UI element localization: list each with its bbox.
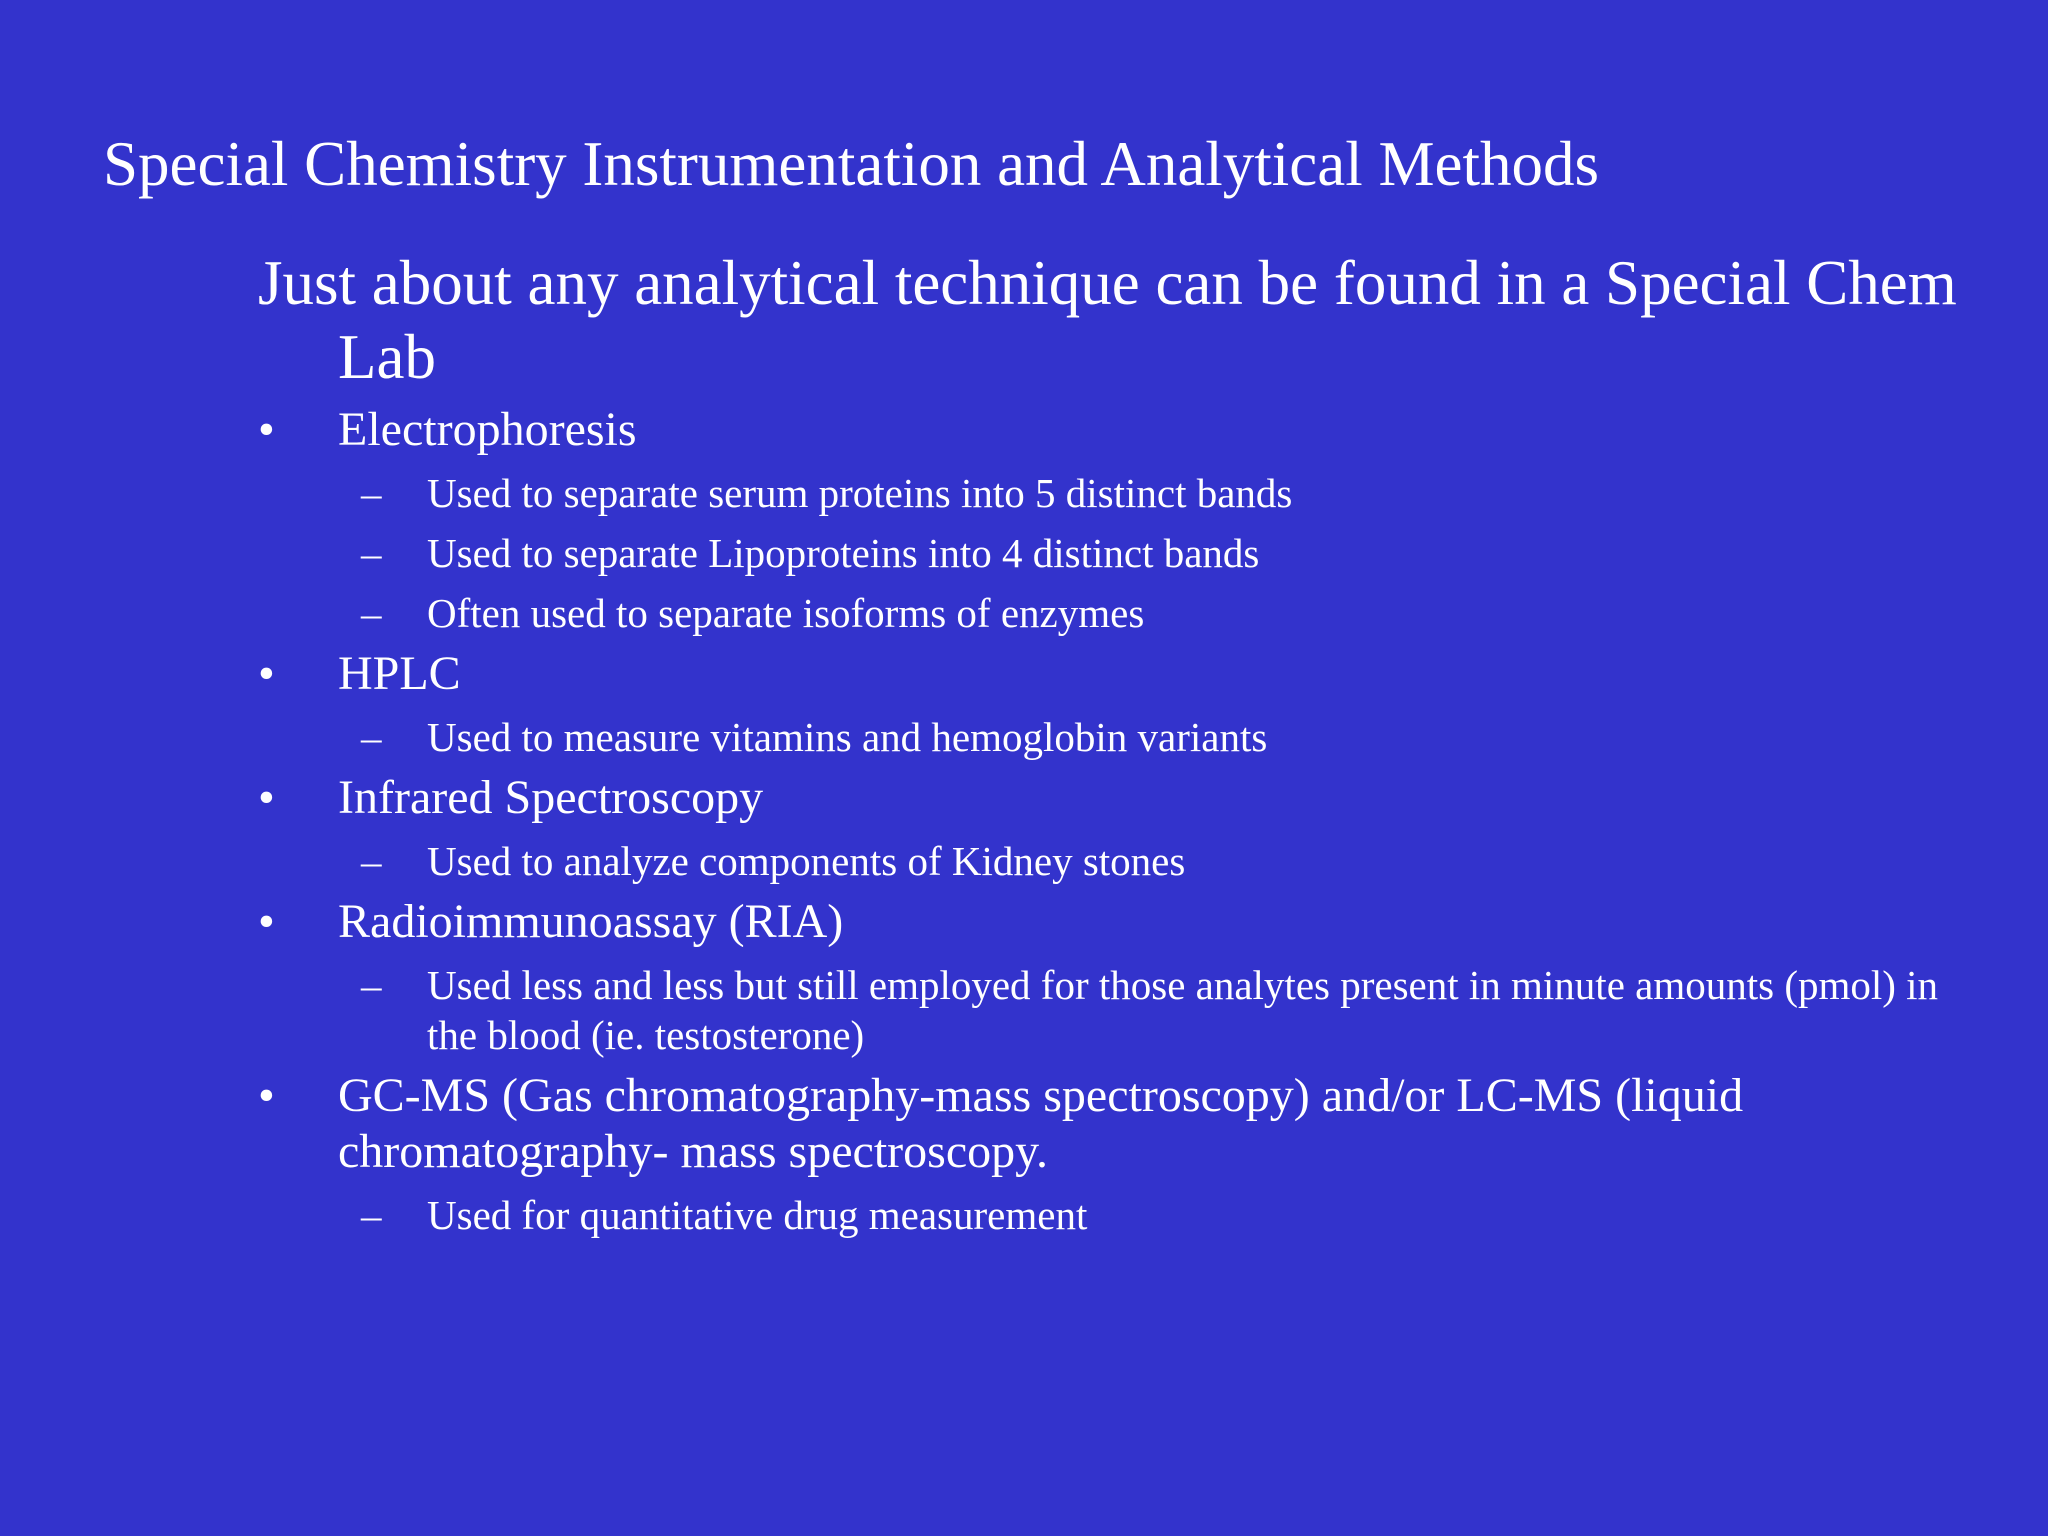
bullet-item <box>258 770 1998 826</box>
sub-text: Used to measure vitamins and hemoglobin variants <box>427 714 1268 760</box>
bullet-icon: • <box>258 771 275 824</box>
sub-item <box>258 712 1998 762</box>
dash-icon: – <box>361 590 382 636</box>
dash-icon: – <box>361 530 382 576</box>
dash-icon: – <box>361 962 382 1008</box>
bullet-text: Infrared Spectroscopy <box>338 771 764 824</box>
sub-text: Used to separate Lipoproteins into 4 distinct bands <box>427 530 1260 576</box>
sub-item <box>258 588 1998 638</box>
sub-text: Used to separate serum proteins into 5 distinct bands <box>427 470 1293 516</box>
bullet-icon: • <box>258 647 275 700</box>
dash-icon: – <box>361 470 382 516</box>
sub-list <box>258 960 1998 1060</box>
slide-content <box>258 246 1998 1240</box>
sub-text: Used to analyze components of Kidney stones <box>427 838 1186 884</box>
sub-item <box>258 468 1998 518</box>
sub-list <box>258 712 1998 762</box>
dash-icon: – <box>361 714 382 760</box>
bullet-icon: • <box>258 1069 275 1122</box>
bullet-item <box>258 646 1998 702</box>
intro-text: Just about any analytical technique can be found in a Special Chem Lab <box>258 248 1957 392</box>
sub-item <box>258 960 1998 1060</box>
sub-text: Used for quantitative drug measurement <box>427 1192 1088 1238</box>
sub-text: Used less and less but still employed for those analytes present in minute amounts (pmol) in the blood (ie. testosterone) <box>427 962 1939 1058</box>
slide-title: Special Chemistry Instrumentation and Analytical Methods <box>103 129 1599 199</box>
dash-icon: – <box>361 838 382 884</box>
bullet-item <box>258 1068 1998 1180</box>
bullet-text: HPLC <box>338 647 461 700</box>
bullet-text: Electrophoresis <box>338 403 637 456</box>
bullet-icon: • <box>258 895 275 948</box>
bullet-item <box>258 894 1998 950</box>
sub-list <box>258 836 1998 886</box>
sub-item <box>258 836 1998 886</box>
bullet-text: Radioimmunoassay (RIA) <box>338 895 844 948</box>
sub-list <box>258 1190 1998 1240</box>
sub-text: Often used to separate isoforms of enzymes <box>427 590 1145 636</box>
sub-item <box>258 528 1998 578</box>
bullet-text: GC-MS (Gas chromatography-mass spectroscopy) and/or LC-MS (liquid chromatography- mass spectroscopy. <box>338 1069 1744 1178</box>
sub-item <box>258 1190 1998 1240</box>
dash-icon: – <box>361 1192 382 1238</box>
bullet-icon: • <box>258 403 275 456</box>
sub-list <box>258 468 1998 638</box>
bullet-item <box>258 402 1998 458</box>
